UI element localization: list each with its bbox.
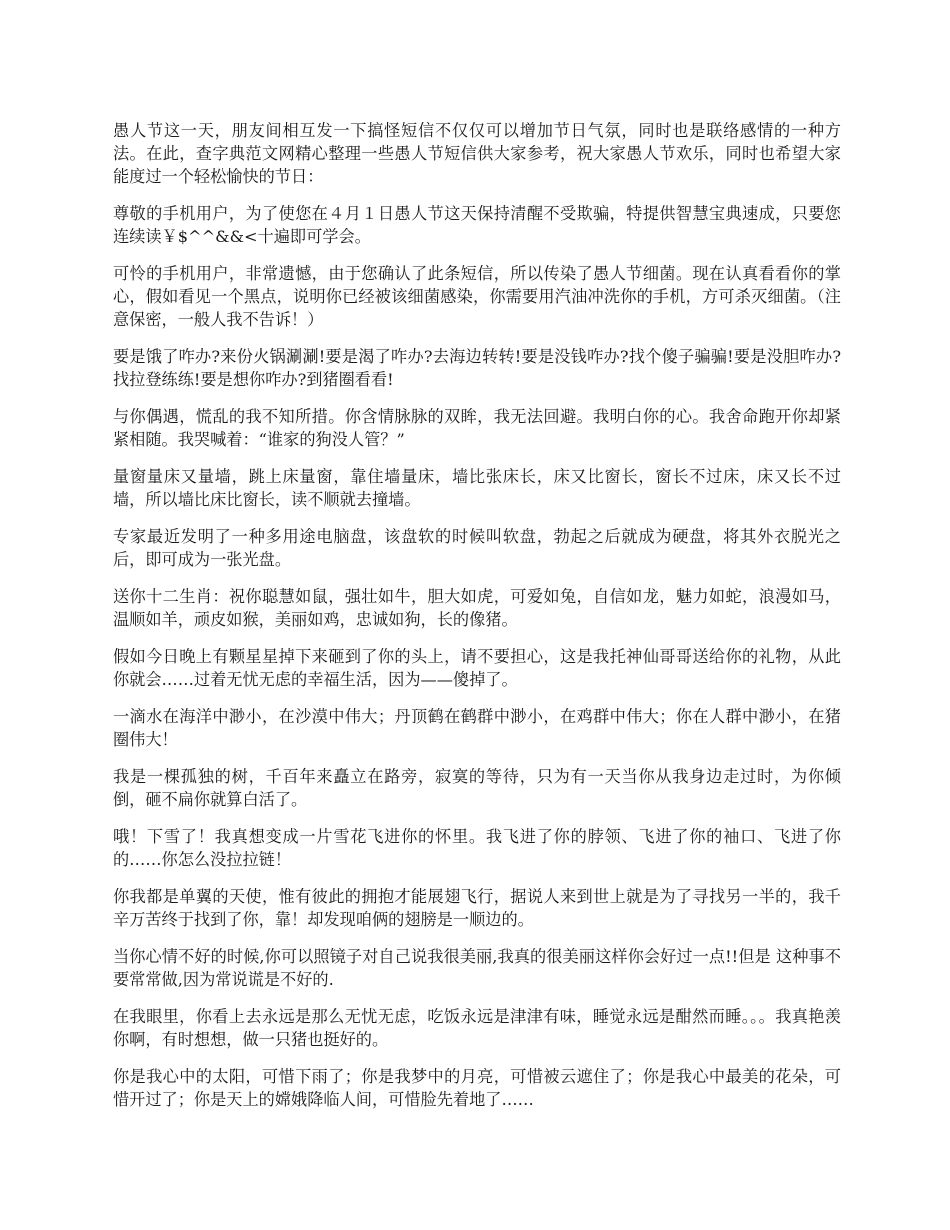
sms-paragraph: 要是饿了咋办?来份火锅涮涮!要是渴了咋办?去海边转转!要是没钱咋办?找个傻子骗骗!要是没胆咋办?找拉登练练!要是想你咋办?到猪圈看看! [113, 347, 841, 389]
sms-paragraph: 与你偶遇，慌乱的我不知所措。你含情脉脉的双眸，我无法回避。我明白你的心。我舍命跑开你却紧紧相随。我哭喊着：“谁家的狗没人管？” [113, 407, 841, 449]
sms-paragraph: 哦！下雪了！我真想变成一片雪花飞进你的怀里。我飞进了你的脖领、飞进了你的袖口、飞进了你的……你怎么没拉拉链！ [113, 827, 841, 869]
sms-paragraph: 当你心情不好的时候,你可以照镜子对自己说我很美丽,我真的很美丽这样你会好过一点!!但是 这种事不要常常做,因为常说谎是不好的. [113, 947, 841, 989]
sms-paragraph: 送你十二生肖：祝你聪慧如鼠，强壮如牛，胆大如虎，可爱如兔，自信如龙，魅力如蛇，浪漫如马，温顺如羊，顽皮如猴，美丽如鸡，忠诚如狗，长的像猪。 [113, 587, 841, 629]
sms-paragraph: 假如今日晚上有颗星星掉下来砸到了你的头上，请不要担心，这是我托神仙哥哥送给你的礼物，从此你就会……过着无忧无虑的幸福生活，因为——傻掉了。 [113, 647, 841, 689]
document-body [113, 119, 841, 1125]
sms-paragraph: 你是我心中的太阳，可惜下雨了；你是我梦中的月亮，可惜被云遮住了；你是我心中最美的花朵，可惜开过了；你是天上的嫦娥降临人间，可惜脸先着地了…… [113, 1067, 841, 1109]
sms-paragraph: 可怜的手机用户，非常遗憾，由于您确认了此条短信，所以传染了愚人节细菌。现在认真看看你的掌心，假如看见一个黑点，说明你已经被该细菌感染，你需要用汽油冲洗你的手机，方可杀灭细菌。（注意保密，一般人我不告诉！） [113, 264, 841, 329]
sms-paragraph: 专家最近发明了一种多用途电脑盘，该盘软的时候叫软盘，勃起之后就成为硬盘，将其外衣脱光之后，即可成为一张光盘。 [113, 527, 841, 569]
sms-paragraph: 你我都是单翼的天使，惟有彼此的拥抱才能展翅飞行，据说人来到世上就是为了寻找另一半的，我千辛万苦终于找到了你，靠！却发现咱俩的翅膀是一顺边的。 [113, 887, 841, 929]
intro-paragraph: 愚人节这一天，朋友间相互发一下搞怪短信不仅仅可以增加节日气氛，同时也是联络感情的一种方法。在此，查字典范文网精心整理一些愚人节短信供大家参考，祝大家愚人节欢乐，同时也希望大家能度过一个轻松愉快的节日： [113, 121, 841, 186]
sms-paragraph: 量窗量床又量墙，跳上床量窗，靠住墙量床，墙比张床长，床又比窗长，窗长不过床，床又长不过墙，所以墙比床比窗长，读不顺就去撞墙。 [113, 467, 841, 509]
sms-paragraph: 一滴水在海洋中渺小，在沙漠中伟大；丹顶鹤在鹤群中渺小，在鸡群中伟大；你在人群中渺小，在猪圈伟大！ [113, 707, 841, 749]
sms-paragraph: 在我眼里，你看上去永远是那么无忧无虑，吃饭永远是津津有味，睡觉永远是酣然而睡。。。我真艳羡你啊，有时想想，做一只猪也挺好的。 [113, 1007, 841, 1049]
sms-paragraph: 我是一棵孤独的树，千百年来矗立在路旁，寂寞的等待，只为有一天当你从我身边走过时，为你倾倒，砸不扁你就算白活了。 [113, 767, 841, 809]
sms-paragraph: 尊敬的手机用户，为了使您在４月１日愚人节这天保持清醒不受欺骗，特提供智慧宝典速成，只要您连续读￥$^^&&<十遍即可学会。 [113, 204, 841, 246]
